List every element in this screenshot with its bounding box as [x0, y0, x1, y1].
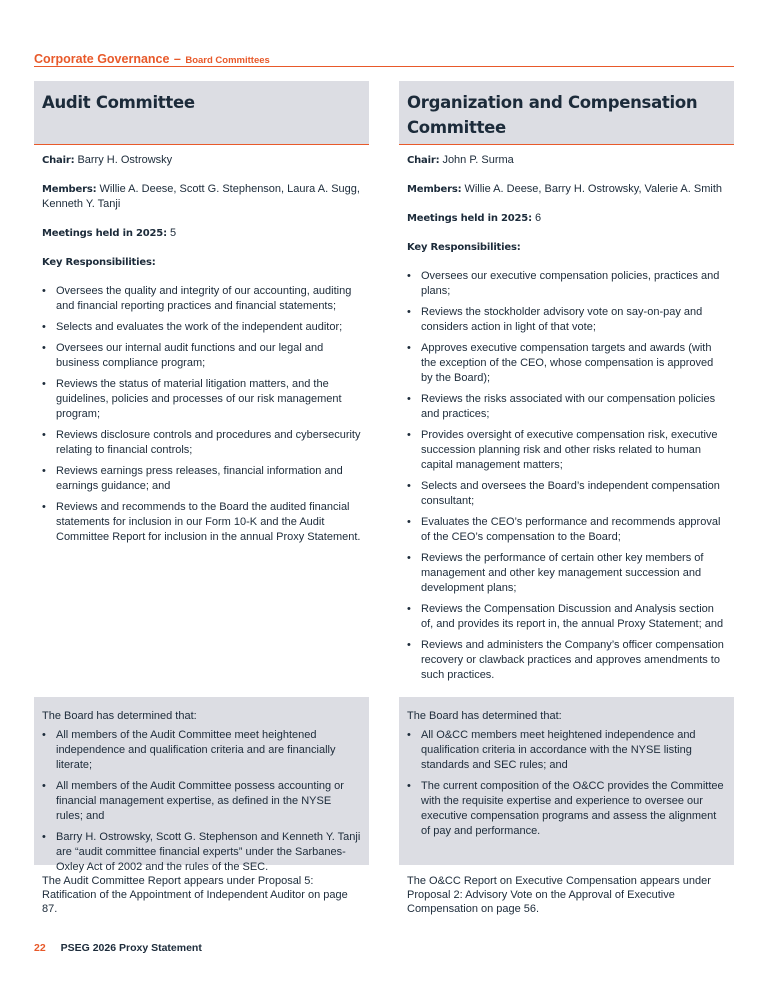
subsection-title: Board Committees	[185, 55, 270, 66]
list-item: • Reviews and administers the Company’s officer compensation recovery or clawback practices and approves amendments to such practices.	[407, 638, 726, 683]
list-item: • Reviews the status of material litigation matters, and the guidelines, policies and processes of our risk management program;	[42, 377, 361, 422]
list-item: • Oversees the quality and integrity of our accounting, auditing and financial reporting practices and financial statements;	[42, 284, 361, 314]
list-item: • All O&CC members meet heightened independence and qualification criteria in accordance with the NYSE listing standards and SEC rules; and	[407, 728, 726, 773]
members-label: Members:	[407, 184, 462, 195]
members-list: Willie A. Deese, Barry H. Ostrowsky, Valerie A. Smith	[464, 183, 723, 195]
section-header	[34, 50, 734, 67]
list-item: • Reviews the Compensation Discussion and Analysis section of, and provides its report in, the annual Proxy Statement; and	[407, 602, 726, 632]
board-intro: The Board has determined that:	[407, 710, 562, 722]
members-label: Members:	[42, 184, 97, 195]
list-item: • Selects and evaluates the work of the independent auditor;	[42, 320, 361, 335]
audit-resp-heading	[42, 255, 361, 270]
audit-board-list	[42, 728, 361, 875]
list-item: • Provides oversight of executive compensation risk, executive succession planning risk and other risks related to human capital management matters;	[407, 428, 726, 473]
list-item: • Barry H. Ostrowsky, Scott G. Stephenson and Kenneth Y. Tanji are “audit committee financial experts” under the Sarbanes-Oxley Act of 2002 and the rules of the SEC.	[42, 830, 361, 875]
list-item: • Evaluates the CEO’s performance and recommends approval of the CEO’s compensation to the Board;	[407, 515, 726, 545]
occ-board-determination	[399, 697, 734, 865]
audit-info	[34, 153, 369, 551]
chair-name: John P. Surma	[442, 154, 514, 166]
list-item: • Reviews the stockholder advisory vote on say-on-pay and considers action in light of that vote;	[407, 305, 726, 335]
document-title: PSEG 2026 Proxy Statement	[60, 942, 202, 954]
occ-responsibilities-list	[407, 269, 726, 683]
responsibilities-label: Key Responsibilities:	[407, 242, 521, 253]
list-item: • Reviews disclosure controls and procedures and cybersecurity relating to financial controls;	[42, 428, 361, 458]
meetings-count: 5	[169, 227, 177, 239]
meetings-label: Meetings held in 2025:	[42, 228, 167, 239]
page-footer	[34, 942, 202, 954]
list-item: • Reviews the risks associated with our compensation policies and practices;	[407, 392, 726, 422]
audit-board-determination	[34, 697, 369, 873]
list-item: • Approves executive compensation targets and awards (with the exception of the CEO, whose compensation is approved by the Board);	[407, 341, 726, 386]
list-item: • Oversees our internal audit functions and our legal and business compliance program;	[42, 341, 361, 371]
list-item: • Reviews and recommends to the Board the audited financial statements for inclusion in our Form 10-K and the Audit Committee Report for inclusion in the annual Proxy Statement.	[42, 500, 361, 545]
list-item: • All members of the Audit Committee possess accounting or financial management expertise, as defined in the NYSE rules; and	[42, 779, 361, 824]
audit-responsibilities-list	[42, 284, 361, 545]
chair-label: Chair:	[407, 155, 440, 166]
occ-title-box	[399, 81, 734, 145]
responsibilities-label: Key Responsibilities:	[42, 257, 156, 268]
occ-resp-heading	[407, 240, 726, 255]
occ-meetings	[407, 211, 726, 226]
section-separator: –	[173, 52, 181, 66]
occ-committee-title: Organization and Compensation Committee	[407, 93, 698, 137]
list-item: • Reviews the performance of certain other key members of management and other key management succession and development plans;	[407, 551, 726, 596]
occ-board-list	[407, 728, 726, 839]
audit-meetings	[42, 226, 361, 241]
list-item: • Selects and oversees the Board’s independent compensation consultant;	[407, 479, 726, 509]
occ-info	[399, 153, 734, 689]
occ-report-note: The O&CC Report on Executive Compensation appears under Proposal 2: Advisory Vote on the Approval of Executive Compensation on page 56.	[407, 875, 711, 915]
board-intro: The Board has determined that:	[42, 710, 197, 722]
list-item: • The current composition of the O&CC provides the Committee with the requisite expertise and experience to oversee our executive compensation programs and assess the alignment of pay and performance.	[407, 779, 726, 839]
members-list: Willie A. Deese, Scott G. Stephenson, Laura A. Sugg, Kenneth Y. Tanji	[42, 183, 360, 210]
chair-label: Chair:	[42, 155, 75, 166]
audit-committee-title: Audit Committee	[42, 93, 195, 112]
audit-chair	[42, 153, 361, 168]
meetings-label: Meetings held in 2025:	[407, 213, 532, 224]
occ-members	[407, 182, 726, 197]
page-number: 22	[34, 942, 46, 954]
audit-report-note: The Audit Committee Report appears under Proposal 5: Ratification of the Appointment of Independent Auditor on page 87.	[42, 875, 348, 915]
list-item: • Reviews earnings press releases, financial information and earnings guidance; and	[42, 464, 361, 494]
audit-title-box	[34, 81, 369, 145]
chair-name: Barry H. Ostrowsky	[77, 154, 173, 166]
list-item: • Oversees our executive compensation policies, practices and plans;	[407, 269, 726, 299]
section-title: Corporate Governance	[34, 52, 170, 66]
meetings-count: 6	[534, 212, 542, 224]
list-item: • All members of the Audit Committee meet heightened independence and qualification criteria and are financially literate;	[42, 728, 361, 773]
audit-members	[42, 182, 361, 212]
occ-chair	[407, 153, 726, 168]
